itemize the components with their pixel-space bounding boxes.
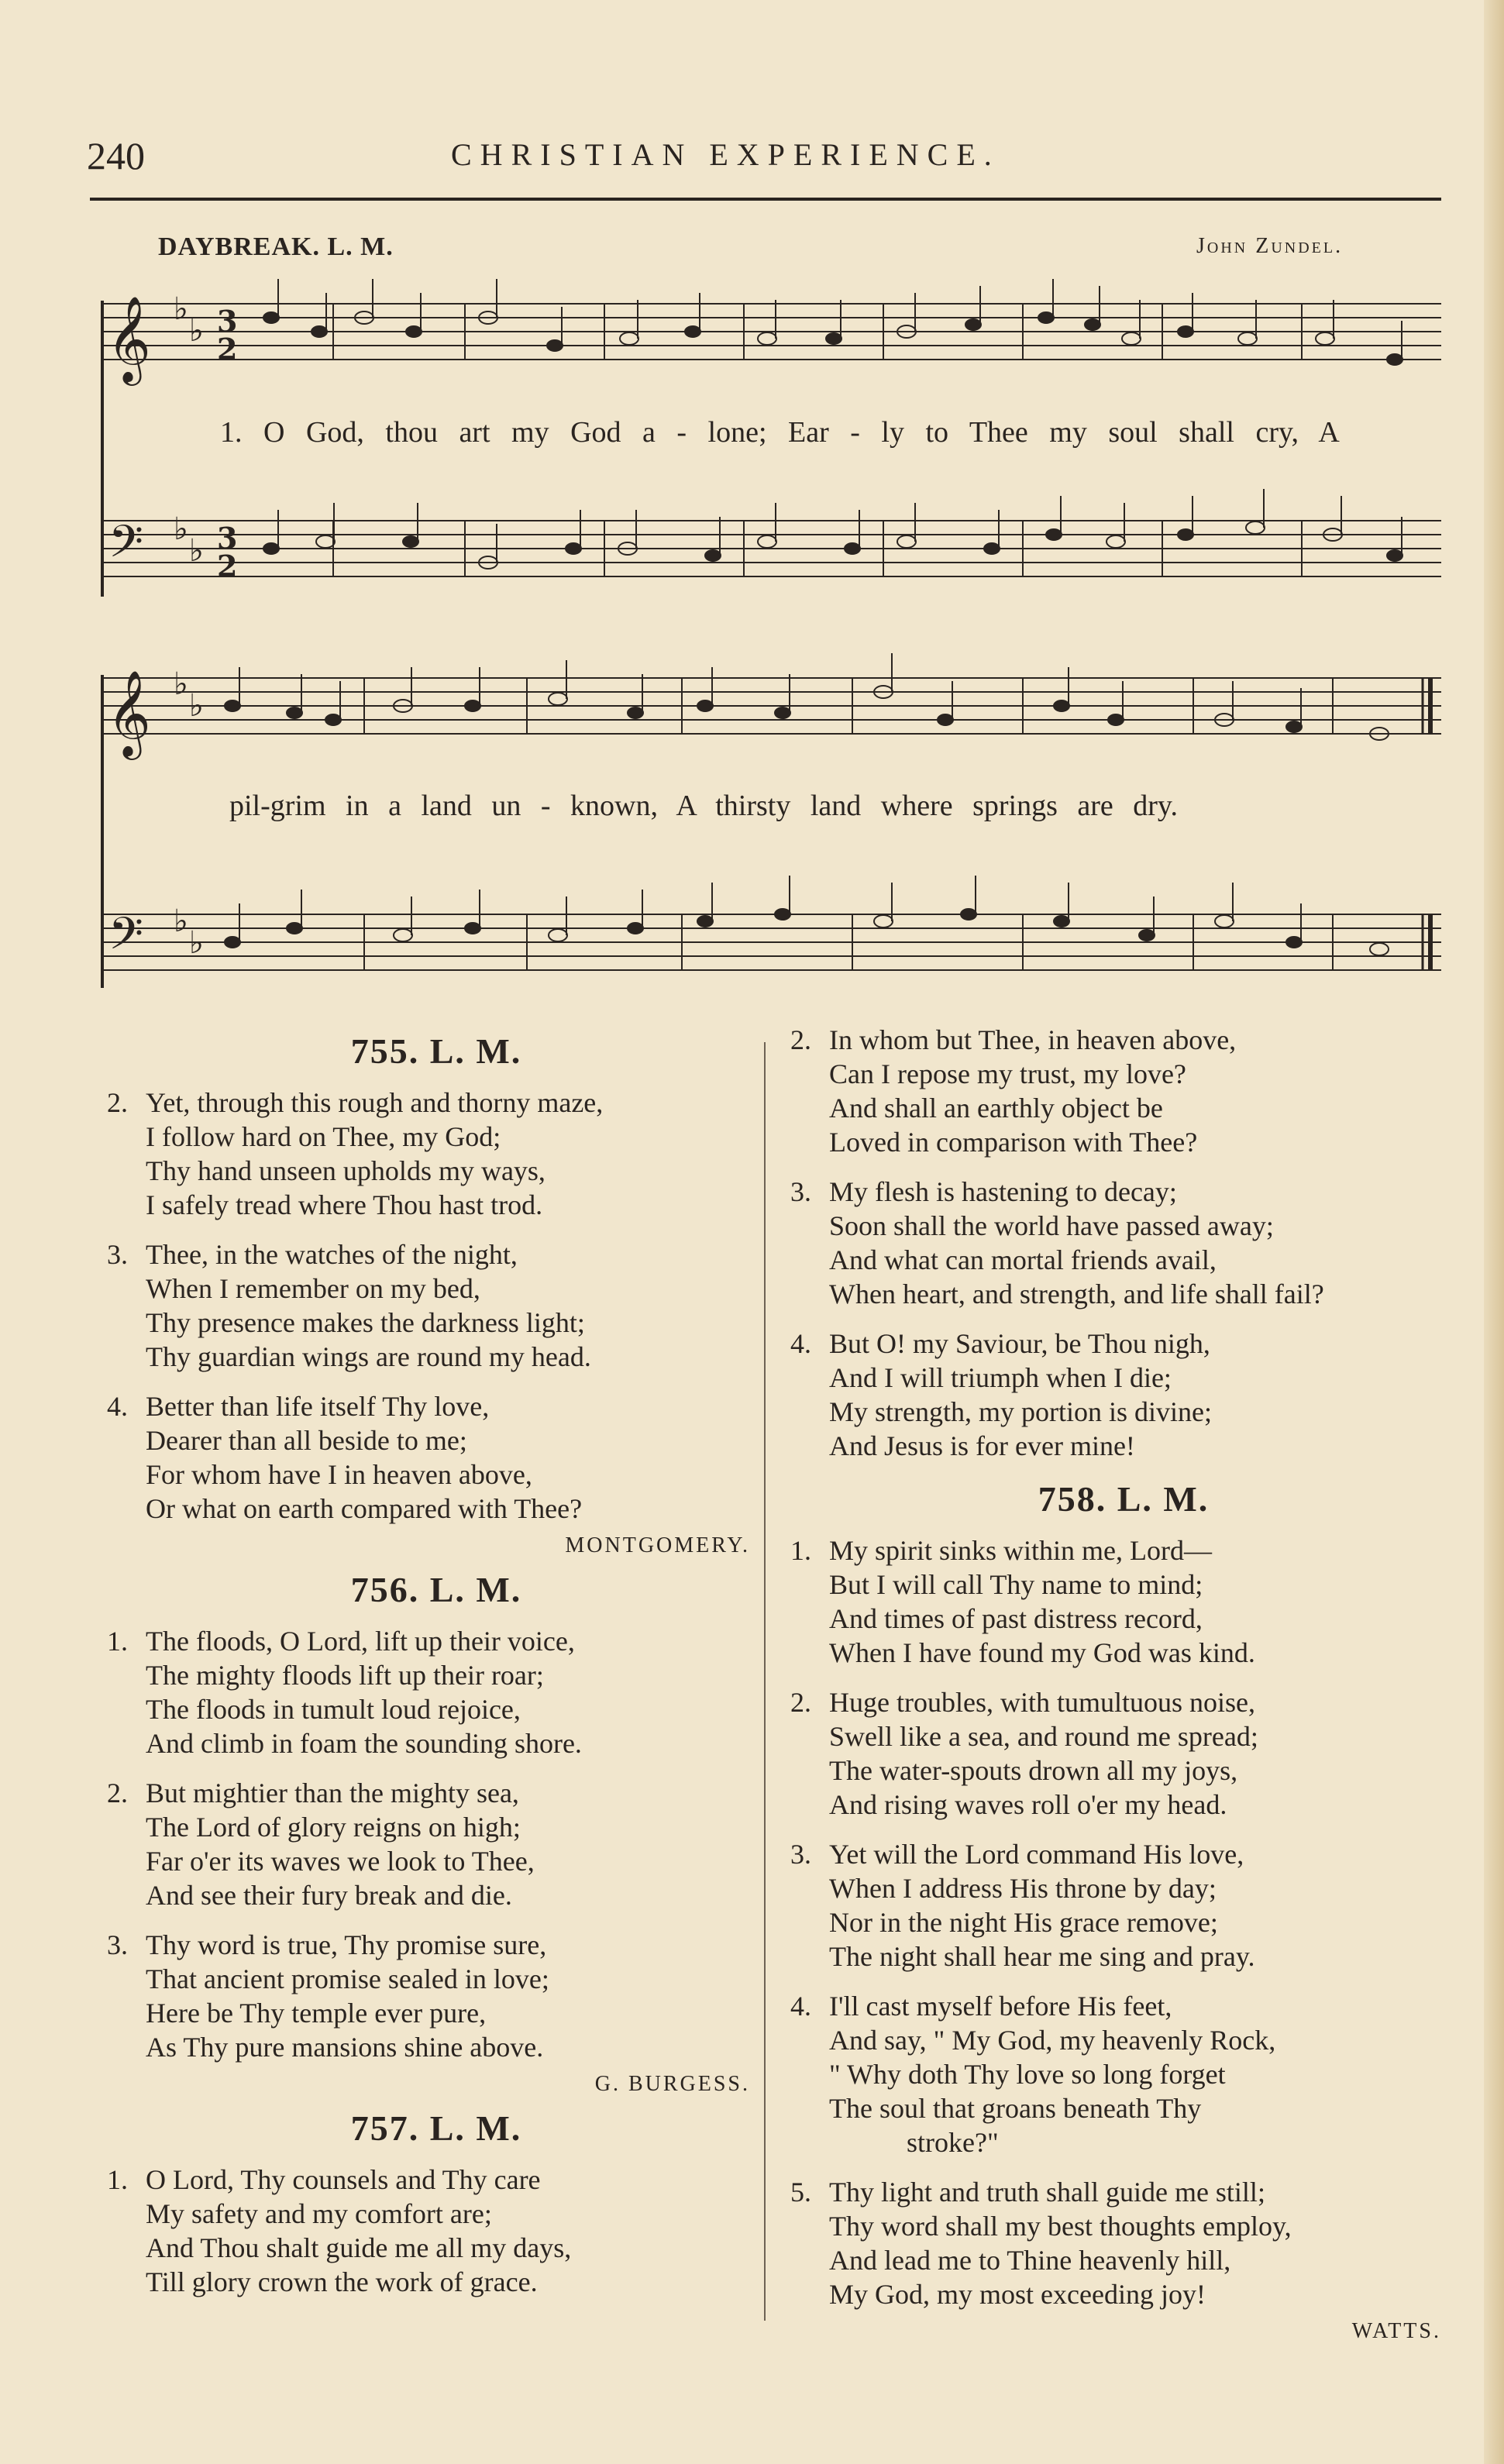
note-head [465,700,480,711]
stanza: 1. O Lord, Thy counsels and Thy care My safety and my comfort are; And Thou shalt guide me all my days, Till glory crown the work of grace. [107,2164,572,2297]
note-head [263,312,279,323]
note-head [311,326,327,337]
note-head [628,923,643,934]
note-head [1108,714,1124,725]
note-head [225,937,240,948]
note-head [1387,550,1402,561]
note-head [287,707,302,718]
note-head [1316,332,1334,345]
note-head [965,319,981,330]
hymn-number: 756. L. M. [350,1570,522,1609]
stanza: 2. But mightier than the mighty sea, The Lord of glory reigns on high; Far o'er its waves we look to Thee, And see their fury break and die. [107,1777,535,1911]
bass-clef-icon: 𝄢 [108,515,144,579]
note-head [406,326,422,337]
time-signature-icon: 2 [217,332,238,367]
bass-clef-icon: 𝄢 [108,907,144,971]
treble-clef-icon: 𝄞 [107,669,151,756]
hymn-author: G. BURGESS. [594,2072,750,2096]
note-head [394,929,412,941]
note-head [316,535,335,548]
note-head [1370,943,1389,955]
stanza: 3. Thee, in the watches of the night, When I remember on my bed, Thy presence makes the darkness light; Thy guardian wings are round my head. [107,1239,591,1372]
note-head [1046,529,1062,540]
flat-icon: ♭ [189,313,204,349]
note-head [938,714,953,725]
note-head [465,923,480,934]
stanza: 3. Yet will the Lord command His love, When I address His throne by day; Nor in the night His grace remove; The night shall hear me sing and pray. [790,1839,1255,1972]
stanza: 1. My spirit sinks within me, Lord— But I will call Thy name to mind; And times of past distress record, When I have found my God was kind. [790,1535,1255,1668]
stanza: 3. My flesh is hastening to decay; Soon shall the world have passed away; And what can mortal friends avail, When heart, and strength, and life shall fail? [790,1176,1324,1309]
running-title: CHRISTIAN EXPERIENCE. [451,137,1000,172]
note-head [403,536,418,547]
note-head [225,700,240,711]
note-head [1387,354,1402,365]
note-head [1178,326,1193,337]
flat-icon: ♭ [174,291,188,327]
note-head [897,535,916,548]
hymn-author: MONTGOMERY. [565,1533,750,1557]
note-head [620,332,638,345]
note-head [775,909,790,920]
page-number: 240 [87,134,145,177]
note-head [961,909,976,920]
flat-icon: ♭ [189,688,204,724]
note-head [566,543,581,554]
hymn-author: WATTS. [1351,2319,1441,2343]
stanza: 5. Thy light and truth shall guide me still; Thy word shall my best thoughts employ, And lead me to Thine heavenly hill, My God, my most exceeding joy! [790,2177,1292,2310]
flat-icon: ♭ [174,666,188,702]
note-head [549,929,567,941]
note-head [549,693,567,705]
note-head [1139,930,1155,941]
note-head [758,332,776,345]
stanza: 4. I'll cast myself before His feet, And say, " My God, my heavenly Rock, " Why doth Thy love so long forget The soul that groans beneath Thy stroke?" [790,1991,1276,2158]
note-head [1054,700,1069,711]
stanza: 1. The floods, O Lord, lift up their voice, The mighty floods lift up their roar; The floods in tumult loud rejoice, And climb in foam the sounding shore. [107,1626,582,1759]
tune-composer: John Zundel. [1196,234,1344,258]
lyric-line-1: 1. O God, thou art my God a - lone; Ear - ly to Thee my soul shall cry, A [220,416,1340,449]
hymn-number: 757. L. M. [350,2108,522,2148]
stanza: 4. But O! my Saviour, be Thou nigh, And I will triumph when I die; My strength, my portion is divine; And Jesus is for ever mine! [790,1328,1212,1461]
note-head [325,714,341,725]
note-head [685,326,700,337]
note-head [984,543,1000,554]
hymn-number: 758. L. M. [1038,1479,1210,1519]
tune-name: DAYBREAK. L. M. [158,232,394,261]
treble-clef-icon: 𝄞 [107,295,151,382]
note-head [263,543,279,554]
right-column [790,1023,1457,2355]
time-signature-icon: 3 [217,304,238,339]
note-head [1215,915,1234,927]
note-head [874,915,893,927]
music-score [0,0,1504,1007]
lyric-line-2: pil-grim in a land un - known, A thirsty land where springs are dry. [229,790,1178,822]
note-head [547,340,563,351]
note-head [1238,332,1257,345]
flat-icon: ♭ [189,533,204,569]
note-head [697,700,713,711]
stanza: 2. Yet, through this rough and thorny maze, I follow hard on Thee, my God; Thy hand unseen upholds my ways, I safely tread where Thou hast trod. [107,1087,604,1220]
note-head [1038,312,1054,323]
column-divider [764,1042,766,2321]
stanza: 4. Better than life itself Thy love, Dearer than all beside to me; For whom have I in heaven above, Or what on earth compared with Thee? [107,1391,583,1524]
note-head [1106,535,1125,548]
note-heads [225,279,1402,955]
note-head [1178,529,1193,540]
note-head [1122,332,1141,345]
note-head [845,543,860,554]
note-head [1085,319,1100,330]
left-column [107,1023,766,2314]
time-signature-icon: 2 [217,549,238,583]
clefs [107,291,237,971]
flat-icon: ♭ [174,511,188,547]
note-head [697,916,713,927]
stanza: 2. Huge troubles, with tumultuous noise, Swell like a sea, and round me spread; The water-spouts drown all my joys, And rising waves roll o'er my head. [790,1687,1258,1820]
staff-system-2 [101,675,1441,988]
note-head [758,535,776,548]
time-signature-icon: 3 [217,521,238,556]
note-head [1054,916,1069,927]
flat-icon: ♭ [174,903,188,939]
note-head [1286,721,1302,732]
stanza: 2. In whom but Thee, in heaven above, Can I repose my trust, my love? And shall an earthly object be Loved in comparison with Thee? [790,1024,1237,1158]
note-head [1246,521,1265,534]
flat-icon: ♭ [189,925,204,961]
note-head [287,923,302,934]
note-head [1286,937,1302,948]
hymn-number: 755. L. M. [350,1031,522,1071]
note-head [705,550,721,561]
note-head [826,333,841,344]
note-head [775,707,790,718]
stanza: 3. Thy word is true, Thy promise sure, That ancient promise sealed in love; Here be Thy temple ever pure, As Thy pure mansions shine above. [107,1929,549,2063]
note-head [628,707,643,718]
